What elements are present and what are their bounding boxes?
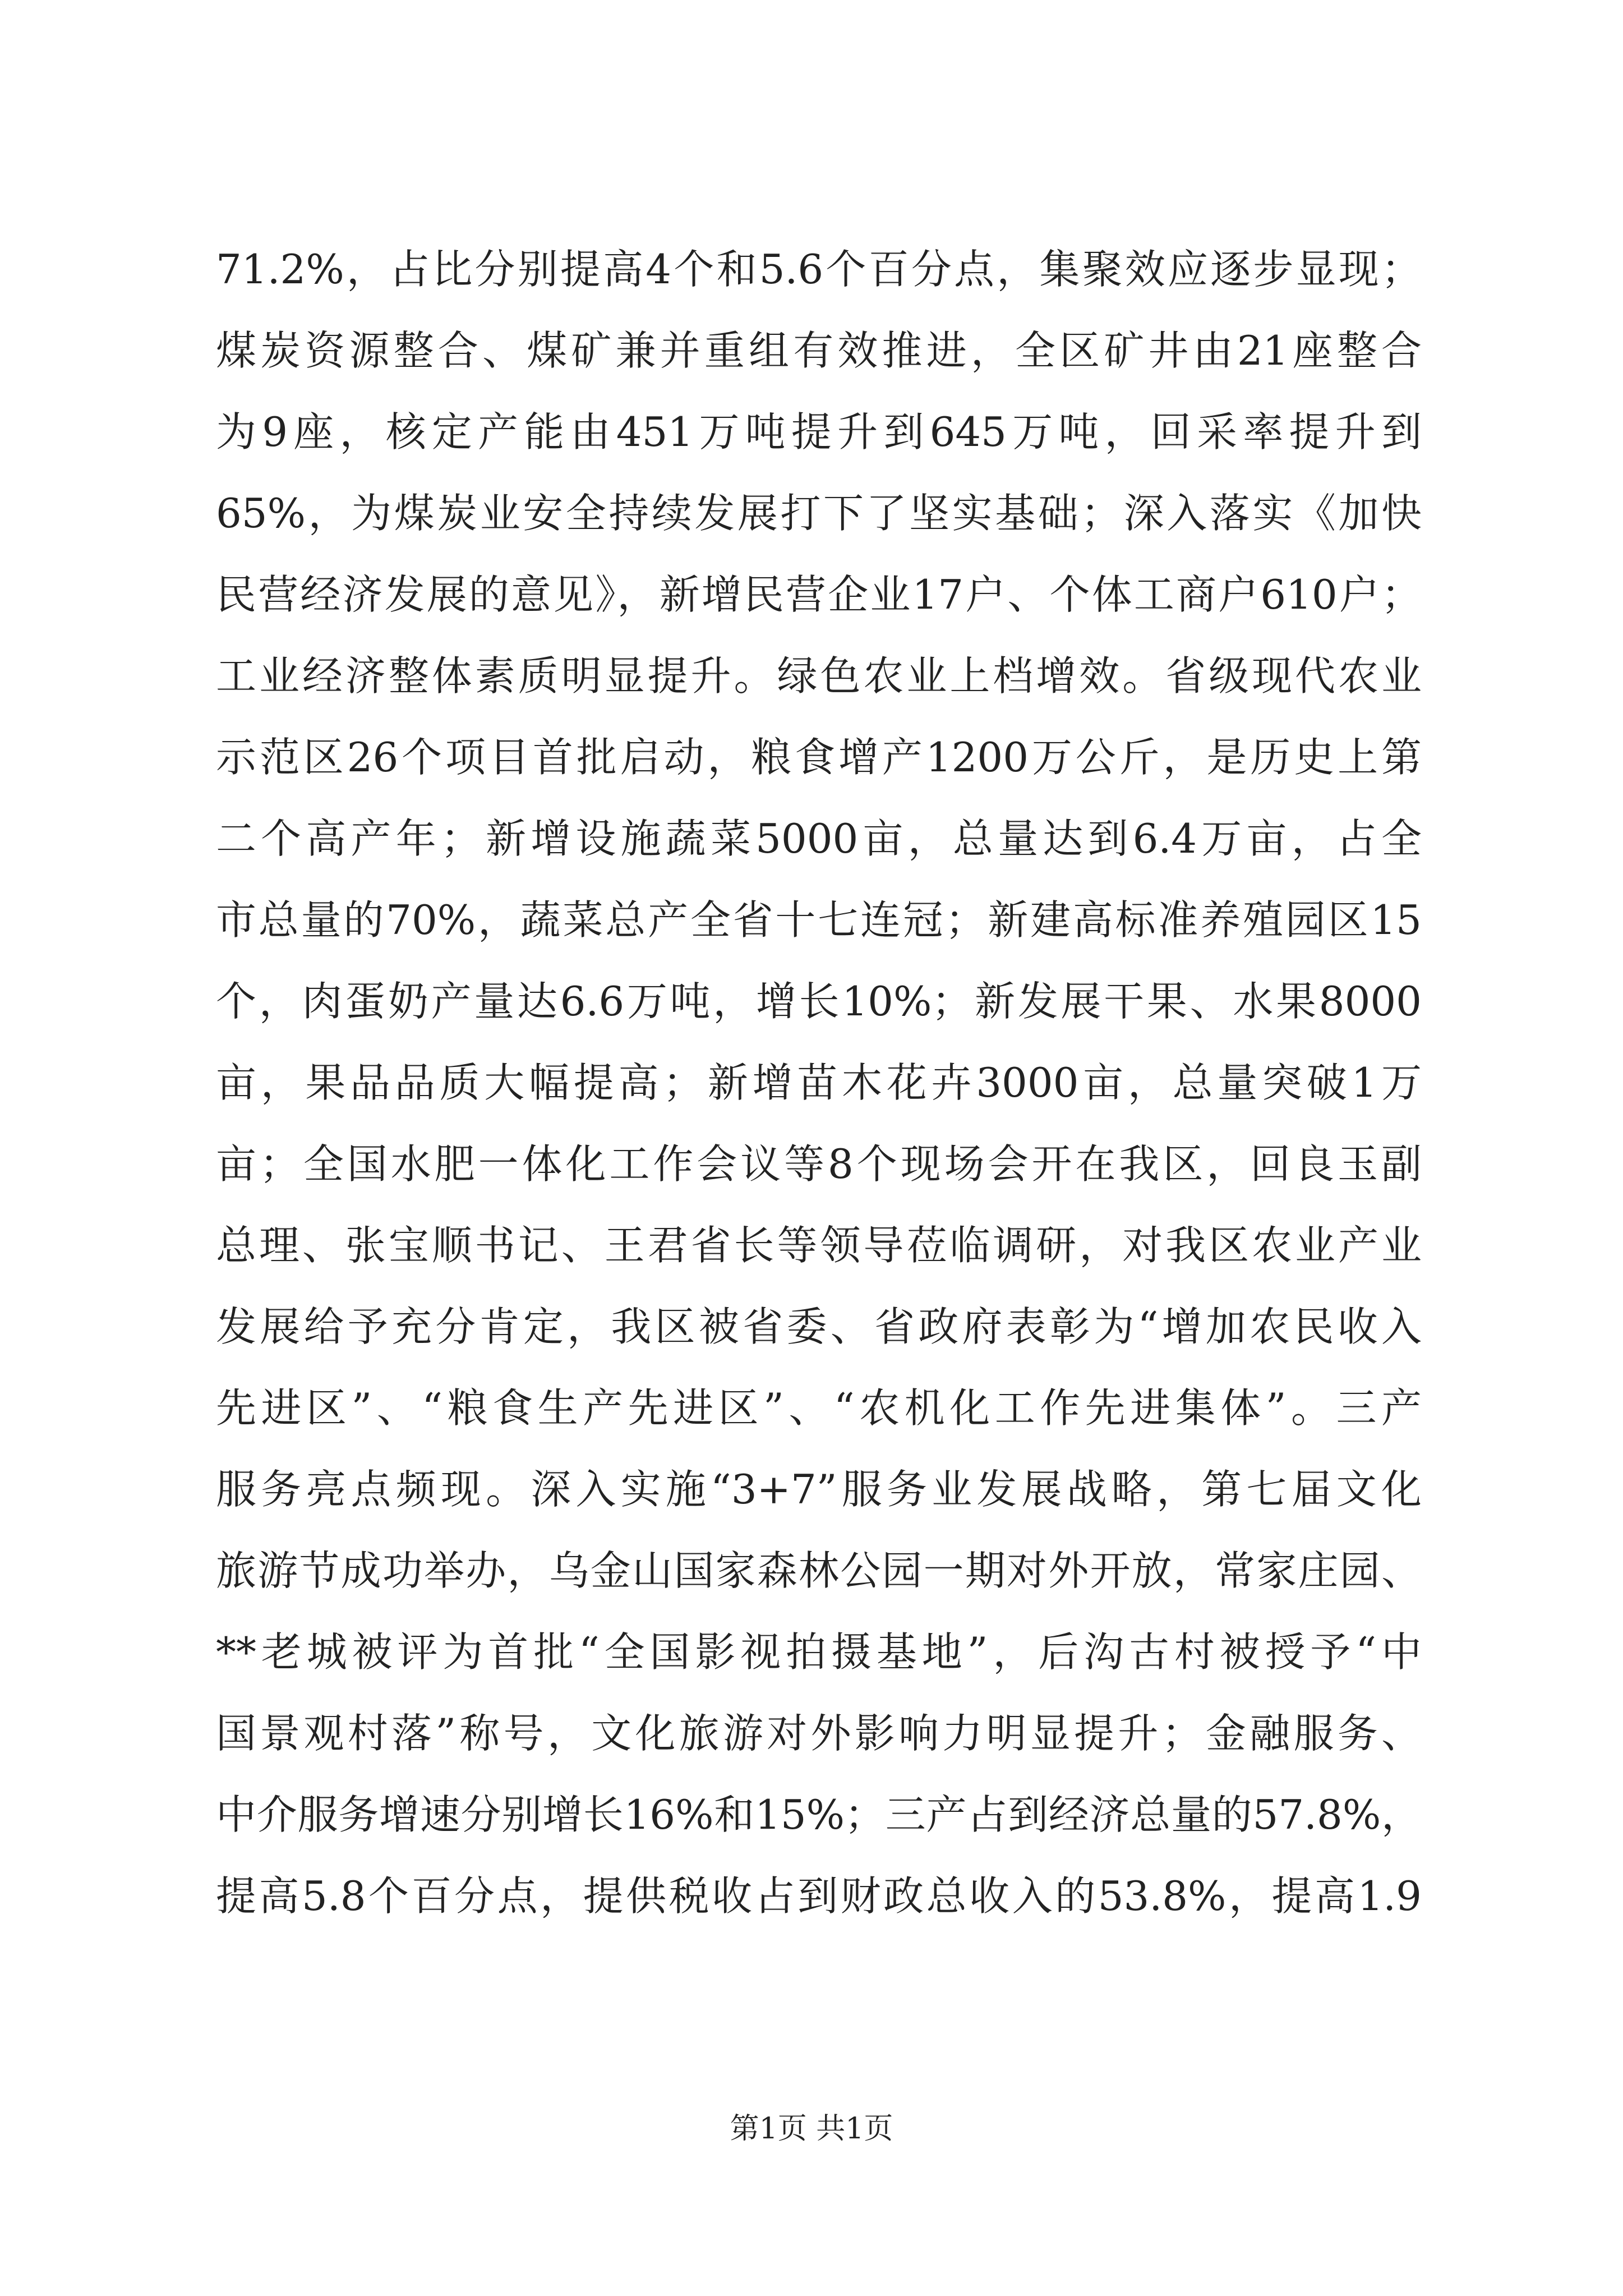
page-footer: 第1页 共1页 xyxy=(730,2112,893,2146)
body-text xyxy=(216,229,1422,1937)
text-line: 工业经济整体素质明显提升。绿色农业上档增效。省级现代农业 xyxy=(216,652,1422,700)
text-line: 发展给予充分肯定，我区被省委、省政府表彰为“增加农民收入 xyxy=(216,1303,1422,1350)
text-line: 国景观村落”称号，文化旅游对外影响力明显提升；金融服务、 xyxy=(216,1710,1422,1757)
text-line: 71.2%，占比分别提高4个和5.6个百分点，集聚效应逐步显现； xyxy=(216,246,1422,293)
text-line: 旅游节成功举办，乌金山国家森林公园一期对外开放，常家庄园、 xyxy=(216,1547,1422,1594)
text-line: 个，肉蛋奶产量达6.6万吨，增长10%；新发展干果、水果8000 xyxy=(216,978,1422,1025)
text-line: 先进区”、“粮食生产先进区”、“农机化工作先进集体”。三产 xyxy=(216,1384,1422,1432)
text-line: 提高5.8个百分点，提供税收占到财政总收入的53.8%，提高1.9 xyxy=(216,1872,1422,1920)
text-line: 65%，为煤炭业安全持续发展打下了坚实基础；深入落实《加快 xyxy=(216,490,1422,537)
text-line: 二个高产年；新增设施蔬菜5000亩，总量达到6.4万亩，占全 xyxy=(216,815,1422,862)
text-line: 总理、张宝顺书记、王君省长等领导莅临调研，对我区农业产业 xyxy=(216,1222,1422,1269)
text-line: 亩，果品品质大幅提高；新增苗木花卉3000亩，总量突破1万 xyxy=(216,1059,1422,1106)
text-line: 民营经济发展的意见》，新增民营企业17户、个体工商户610户； xyxy=(216,571,1422,618)
text-line: 市总量的70%，蔬菜总产全省十七连冠；新建高标准养殖园区15 xyxy=(216,896,1422,944)
text-line: 煤炭资源整合、煤矿兼并重组有效推进，全区矿井由21座整合 xyxy=(216,327,1422,374)
text-line: 服务亮点频现。深入实施“3+7”服务业发展战略，第七届文化 xyxy=(216,1466,1422,1513)
text-line: 中介服务增速分别增长16%和15%；三产占到经济总量的57.8%， xyxy=(216,1791,1422,1838)
text-line: **老城被评为首批“全国影视拍摄基地”，后沟古村被授予“中 xyxy=(216,1628,1422,1676)
text-line: 示范区26个项目首批启动，粮食增产1200万公斤，是历史上第 xyxy=(216,734,1422,781)
text-line: 为9座，核定产能由451万吨提升到645万吨，回采率提升到 xyxy=(216,408,1422,455)
text-line: 亩；全国水肥一体化工作会议等8个现场会开在我区，回良玉副 xyxy=(216,1140,1422,1188)
